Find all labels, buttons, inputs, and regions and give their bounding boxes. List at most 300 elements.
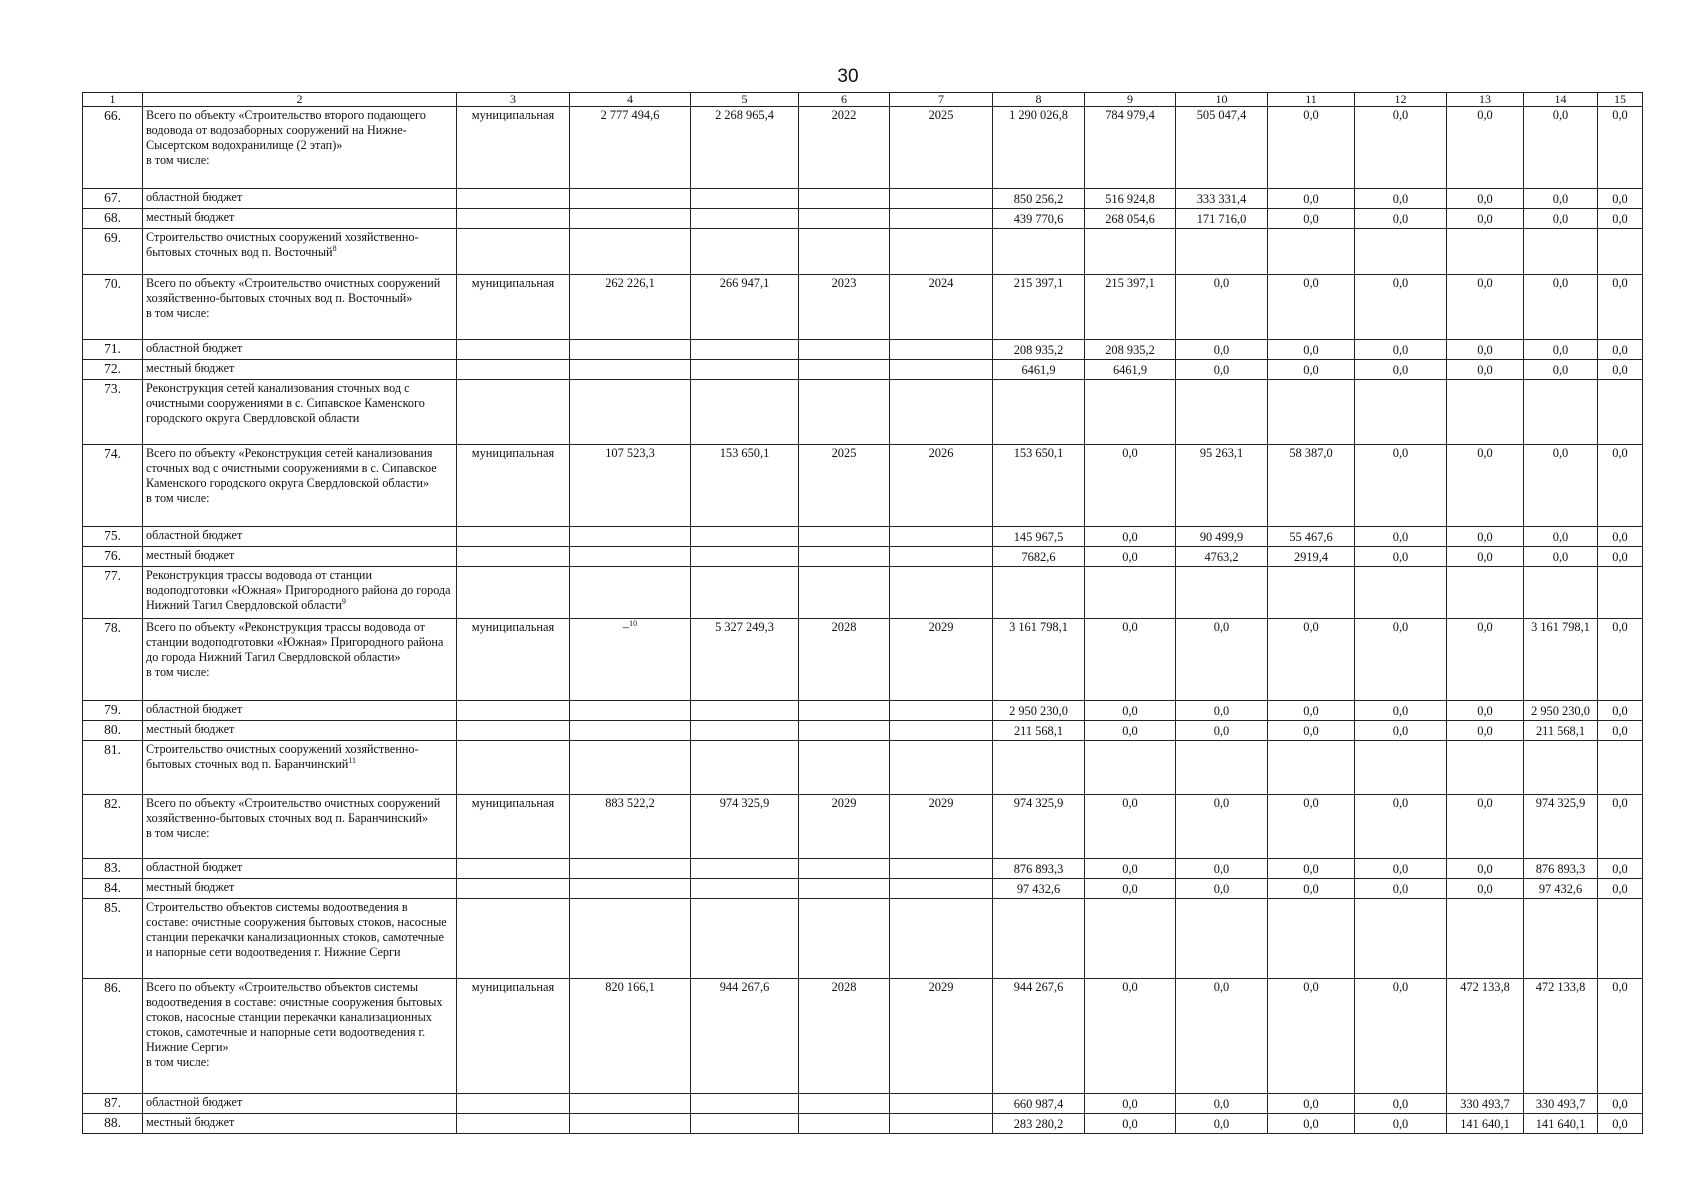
owner-type-cell <box>457 275 570 340</box>
col12-value <box>1355 979 1447 1094</box>
col8-value-text: 850 256,2 <box>1013 192 1064 206</box>
cost-cell <box>691 275 799 340</box>
item-name-text: Всего по объекту «Строительство второго подающего водовода от водозаборных сооружений на Нижне-Сысертском водохранилище (2 этап)» <box>146 108 426 152</box>
row-number: 83. <box>83 859 143 879</box>
row-number: 85. <box>83 899 143 979</box>
estimated-cost-cell <box>570 701 691 721</box>
col12-value <box>1355 899 1447 979</box>
owner-type-cell <box>457 107 570 189</box>
owner-type-cell <box>457 189 570 209</box>
col12-value <box>1355 189 1447 209</box>
column-header-row <box>83 93 1643 107</box>
col14-value <box>1524 340 1598 360</box>
col15-value <box>1598 721 1643 741</box>
col8-value-text: 876 893,3 <box>1013 862 1064 876</box>
table-row <box>83 275 1643 340</box>
col9-value <box>1085 209 1176 229</box>
row-number: 87. <box>83 1094 143 1114</box>
col8-value <box>993 340 1085 360</box>
column-header: 8 <box>993 93 1085 107</box>
item-name-text: Строительство очистных сооружений хозяйственно-бытовых сточных вод п. Баранчинский <box>146 742 419 771</box>
col13-value <box>1447 275 1524 340</box>
col8-value <box>993 445 1085 527</box>
item-name <box>143 567 457 619</box>
col14-value <box>1524 899 1598 979</box>
col8-value-text: 660 987,4 <box>1013 1097 1064 1111</box>
col11-value <box>1268 107 1355 189</box>
row-number: 67. <box>83 189 143 209</box>
col14-value <box>1524 209 1598 229</box>
col9-value <box>1085 189 1176 209</box>
col15-value <box>1598 979 1643 1094</box>
start-year-cell <box>799 979 890 1094</box>
col10-value <box>1176 360 1268 380</box>
estimated-cost-cell <box>570 547 691 567</box>
owner-type-cell <box>457 701 570 721</box>
col12-value-text: 0,0 <box>1392 796 1409 810</box>
col13-value-text: 141 640,1 <box>1460 1117 1510 1131</box>
col8-value-text: 1 290 026,8 <box>1009 108 1068 122</box>
col10-value <box>1176 229 1268 275</box>
column-header: 13 <box>1447 93 1524 107</box>
col10-value <box>1176 567 1268 619</box>
col9-value <box>1085 527 1176 547</box>
owner-type-cell <box>457 879 570 899</box>
col9-value <box>1085 879 1176 899</box>
col15-value-text: 0,0 <box>1612 882 1628 896</box>
col14-value <box>1524 547 1598 567</box>
col12-value <box>1355 547 1447 567</box>
col10-value <box>1176 741 1268 795</box>
col10-value <box>1176 721 1268 741</box>
col14-value-text: 0,0 <box>1552 363 1569 377</box>
owner-type-cell <box>457 721 570 741</box>
col14-value-text: 974 325,9 <box>1535 796 1586 810</box>
start-year-cell <box>799 229 890 275</box>
col15-value-text: 0,0 <box>1612 724 1628 738</box>
col14-value <box>1524 107 1598 189</box>
col9-value <box>1085 107 1176 189</box>
row-number: 81. <box>83 741 143 795</box>
end-year-cell-text: 2026 <box>928 446 954 460</box>
end-year-cell-text: 2024 <box>928 276 954 290</box>
row-number: 77. <box>83 567 143 619</box>
col8-value <box>993 979 1085 1094</box>
col12-value <box>1355 741 1447 795</box>
col10-value <box>1176 1114 1268 1134</box>
col12-value-text: 0,0 <box>1392 704 1409 718</box>
col8-value <box>993 275 1085 340</box>
page-number: 30 <box>837 66 859 87</box>
owner-type-cell-text: муниципальная <box>471 108 555 122</box>
col15-value-text: 0,0 <box>1612 980 1628 994</box>
item-name <box>143 979 457 1094</box>
column-header: 15 <box>1598 93 1643 107</box>
estimated-cost-cell <box>570 741 691 795</box>
column-header: 10 <box>1176 93 1268 107</box>
col12-value <box>1355 275 1447 340</box>
col8-value <box>993 1114 1085 1134</box>
col13-value <box>1447 1094 1524 1114</box>
estimated-cost-cell-text: – <box>622 620 630 634</box>
col10-value-text: 95 263,1 <box>1199 446 1244 460</box>
col12-value <box>1355 859 1447 879</box>
col8-value <box>993 527 1085 547</box>
end-year-cell <box>890 701 993 721</box>
row-number: 74. <box>83 445 143 527</box>
col15-value <box>1598 567 1643 619</box>
col12-value <box>1355 795 1447 859</box>
col12-value-text: 0,0 <box>1392 363 1409 377</box>
including-label: в том числе: <box>146 153 210 167</box>
column-header: 2 <box>143 93 457 107</box>
col14-value <box>1524 701 1598 721</box>
item-name <box>143 795 457 859</box>
end-year-cell <box>890 899 993 979</box>
start-year-cell <box>799 795 890 859</box>
start-year-cell-text: 2022 <box>831 108 857 122</box>
col13-value <box>1447 701 1524 721</box>
col8-value-text: 7682,6 <box>1021 550 1056 564</box>
col14-value-text: 97 432,6 <box>1538 882 1583 896</box>
end-year-cell-text: 2029 <box>928 980 954 994</box>
col13-value-text: 0,0 <box>1477 192 1493 206</box>
start-year-cell-text: 2028 <box>831 620 857 634</box>
cost-cell <box>691 107 799 189</box>
col14-value-text: 330 493,7 <box>1535 1097 1586 1111</box>
owner-type-cell <box>457 445 570 527</box>
col10-value <box>1176 795 1268 859</box>
cost-cell <box>691 360 799 380</box>
col11-value <box>1268 899 1355 979</box>
item-name <box>143 721 457 741</box>
item-name-text: Всего по объекту «Строительство очистных сооружений хозяйственно-бытовых сточных вод п. Восточный» <box>146 276 441 305</box>
col15-value-text: 0,0 <box>1612 1117 1628 1131</box>
start-year-cell <box>799 445 890 527</box>
col11-value <box>1268 547 1355 567</box>
col14-value-text: 0,0 <box>1552 212 1569 226</box>
col15-value-text: 0,0 <box>1612 446 1628 460</box>
owner-type-cell <box>457 209 570 229</box>
table-row <box>83 859 1643 879</box>
estimated-cost-cell <box>570 1094 691 1114</box>
col11-value <box>1268 1094 1355 1114</box>
col12-value-text: 0,0 <box>1392 980 1409 994</box>
col8-value <box>993 229 1085 275</box>
col10-value-text: 0,0 <box>1213 980 1230 994</box>
item-name-text: Всего по объекту «Строительство объектов системы водоотведения в составе: очистные сооружения бытовых стоков, насосные станции перекачки канализационных стоков, самотечные и напорные сети водоотведения г. Нижние Серги» <box>146 980 443 1054</box>
item-name <box>143 701 457 721</box>
end-year-cell <box>890 527 993 547</box>
col10-value-text: 90 499,9 <box>1199 530 1244 544</box>
table-row <box>83 899 1643 979</box>
col9-value <box>1085 1094 1176 1114</box>
col15-value <box>1598 1114 1643 1134</box>
start-year-cell-text: 2023 <box>831 276 857 290</box>
table-row <box>83 741 1643 795</box>
start-year-cell <box>799 899 890 979</box>
col10-value-text: 0,0 <box>1213 343 1230 357</box>
estimated-cost-cell <box>570 795 691 859</box>
col13-value <box>1447 189 1524 209</box>
col11-value <box>1268 360 1355 380</box>
col12-value <box>1355 229 1447 275</box>
col8-value <box>993 795 1085 859</box>
col10-value <box>1176 107 1268 189</box>
col14-value <box>1524 1094 1598 1114</box>
col13-value-text: 0,0 <box>1477 108 1493 122</box>
col14-value <box>1524 445 1598 527</box>
table-row <box>83 360 1643 380</box>
end-year-cell <box>890 360 993 380</box>
col11-value <box>1268 209 1355 229</box>
col13-value <box>1447 547 1524 567</box>
table-row <box>83 229 1643 275</box>
col15-value <box>1598 1094 1643 1114</box>
row-number: 68. <box>83 209 143 229</box>
col15-value-text: 0,0 <box>1612 192 1628 206</box>
col8-value <box>993 107 1085 189</box>
item-name-text: областной бюджет <box>146 1095 243 1109</box>
col12-value <box>1355 380 1447 445</box>
col13-value <box>1447 527 1524 547</box>
col12-value-text: 0,0 <box>1392 862 1409 876</box>
row-number: 70. <box>83 275 143 340</box>
col11-value <box>1268 527 1355 547</box>
col9-value <box>1085 567 1176 619</box>
cost-cell <box>691 340 799 360</box>
col13-value <box>1447 229 1524 275</box>
col15-value <box>1598 619 1643 701</box>
col13-value-text: 0,0 <box>1477 724 1493 738</box>
cost-cell <box>691 229 799 275</box>
col15-value <box>1598 209 1643 229</box>
item-name-text: областной бюджет <box>146 190 243 204</box>
start-year-cell <box>799 107 890 189</box>
col13-value <box>1447 795 1524 859</box>
col15-value-text: 0,0 <box>1612 343 1628 357</box>
owner-type-cell <box>457 360 570 380</box>
owner-type-cell <box>457 859 570 879</box>
owner-type-cell <box>457 899 570 979</box>
col12-value <box>1355 527 1447 547</box>
cost-cell <box>691 795 799 859</box>
item-name <box>143 859 457 879</box>
cost-cell <box>691 527 799 547</box>
start-year-cell <box>799 619 890 701</box>
col12-value <box>1355 721 1447 741</box>
col11-value <box>1268 701 1355 721</box>
row-number: 69. <box>83 229 143 275</box>
col9-value-text: 0,0 <box>1122 620 1138 634</box>
col15-value-text: 0,0 <box>1612 796 1628 810</box>
col12-value <box>1355 107 1447 189</box>
col13-value-text: 0,0 <box>1477 212 1493 226</box>
col8-value-text: 974 325,9 <box>1013 796 1064 810</box>
cost-cell-text: 153 650,1 <box>719 446 770 460</box>
col8-value-text: 215 397,1 <box>1013 276 1064 290</box>
end-year-cell <box>890 619 993 701</box>
col15-value <box>1598 107 1643 189</box>
row-number: 72. <box>83 360 143 380</box>
cost-cell <box>691 619 799 701</box>
including-label: в том числе: <box>146 665 210 679</box>
end-year-cell <box>890 340 993 360</box>
col9-value-text: 0,0 <box>1122 446 1138 460</box>
col11-value-text: 0,0 <box>1303 363 1319 377</box>
end-year-cell <box>890 547 993 567</box>
end-year-cell <box>890 445 993 527</box>
col12-value <box>1355 879 1447 899</box>
col14-value <box>1524 879 1598 899</box>
table-row <box>83 189 1643 209</box>
start-year-cell <box>799 380 890 445</box>
start-year-cell <box>799 209 890 229</box>
end-year-cell <box>890 979 993 1094</box>
col13-value-text: 330 493,7 <box>1460 1097 1510 1111</box>
estimated-cost-cell <box>570 340 691 360</box>
col11-value <box>1268 721 1355 741</box>
item-name-text: Реконструкция сетей канализования сточных вод с очистными сооружениями в с. Сипавское Каменского городского округа Свердловской области <box>146 381 425 425</box>
column-header: 14 <box>1524 93 1598 107</box>
col15-value-text: 0,0 <box>1612 550 1628 564</box>
col10-value <box>1176 701 1268 721</box>
owner-type-cell <box>457 979 570 1094</box>
col14-value-text: 3 161 798,1 <box>1531 620 1590 634</box>
col12-value-text: 0,0 <box>1392 446 1409 460</box>
item-name-text: местный бюджет <box>146 548 235 562</box>
col12-value <box>1355 340 1447 360</box>
col9-value <box>1085 1114 1176 1134</box>
col12-value-text: 0,0 <box>1392 192 1409 206</box>
estimated-cost-cell <box>570 107 691 189</box>
col10-value-text: 0,0 <box>1213 1097 1230 1111</box>
col9-value-text: 0,0 <box>1122 980 1138 994</box>
cost-cell <box>691 547 799 567</box>
col8-value <box>993 899 1085 979</box>
row-number: 84. <box>83 879 143 899</box>
table-row <box>83 107 1643 189</box>
owner-type-cell <box>457 340 570 360</box>
end-year-cell <box>890 1114 993 1134</box>
col12-value-text: 0,0 <box>1392 724 1409 738</box>
end-year-cell <box>890 229 993 275</box>
col8-value-text: 211 568,1 <box>1013 724 1064 738</box>
table-row <box>83 380 1643 445</box>
column-header: 3 <box>457 93 570 107</box>
col10-value <box>1176 859 1268 879</box>
estimated-cost-cell-text: 2 777 494,6 <box>600 108 660 122</box>
col13-value <box>1447 619 1524 701</box>
col8-value <box>993 380 1085 445</box>
col12-value-text: 0,0 <box>1392 620 1409 634</box>
estimated-cost-cell <box>570 859 691 879</box>
table-row <box>83 619 1643 701</box>
estimated-cost-cell-text: 883 522,2 <box>605 796 655 810</box>
col9-value-text: 0,0 <box>1122 796 1138 810</box>
end-year-cell <box>890 879 993 899</box>
cost-cell <box>691 380 799 445</box>
owner-type-cell-text: муниципальная <box>471 446 555 460</box>
col12-value-text: 0,0 <box>1392 212 1409 226</box>
col8-value-text: 145 967,5 <box>1013 530 1064 544</box>
col13-value <box>1447 445 1524 527</box>
col9-value <box>1085 721 1176 741</box>
owner-type-cell <box>457 795 570 859</box>
col9-value <box>1085 445 1176 527</box>
start-year-cell <box>799 1114 890 1134</box>
owner-type-cell <box>457 547 570 567</box>
table-row <box>83 721 1643 741</box>
col8-value-text: 3 161 798,1 <box>1009 620 1068 634</box>
col15-value <box>1598 701 1643 721</box>
col11-value-text: 0,0 <box>1303 192 1319 206</box>
col14-value-text: 472 133,8 <box>1535 980 1586 994</box>
col14-value-text: 0,0 <box>1552 276 1569 290</box>
item-name-text: местный бюджет <box>146 361 235 375</box>
col8-value-text: 208 935,2 <box>1013 343 1064 357</box>
col12-value <box>1355 619 1447 701</box>
row-number: 75. <box>83 527 143 547</box>
col11-value-text: 2919,4 <box>1293 550 1329 564</box>
col9-value <box>1085 979 1176 1094</box>
end-year-cell-text: 2029 <box>928 796 954 810</box>
col13-value-text: 0,0 <box>1477 276 1493 290</box>
cost-cell <box>691 189 799 209</box>
column-header: 9 <box>1085 93 1176 107</box>
col12-value <box>1355 445 1447 527</box>
col11-value <box>1268 229 1355 275</box>
estimated-cost-cell <box>570 1114 691 1134</box>
owner-type-cell <box>457 1094 570 1114</box>
col8-value <box>993 209 1085 229</box>
col13-value-text: 0,0 <box>1477 446 1493 460</box>
col10-value <box>1176 1094 1268 1114</box>
col11-value <box>1268 340 1355 360</box>
col10-value <box>1176 979 1268 1094</box>
col10-value-text: 4763,2 <box>1204 550 1239 564</box>
end-year-cell <box>890 209 993 229</box>
col12-value-text: 0,0 <box>1392 343 1409 357</box>
start-year-cell <box>799 859 890 879</box>
start-year-cell <box>799 741 890 795</box>
estimated-cost-cell <box>570 380 691 445</box>
column-header: 11 <box>1268 93 1355 107</box>
col15-value <box>1598 899 1643 979</box>
col11-value <box>1268 619 1355 701</box>
col10-value-text: 0,0 <box>1213 620 1230 634</box>
col13-value <box>1447 879 1524 899</box>
col11-value-text: 0,0 <box>1303 1117 1319 1131</box>
owner-type-cell <box>457 229 570 275</box>
estimated-cost-cell-text: 262 226,1 <box>605 276 655 290</box>
col11-value <box>1268 445 1355 527</box>
row-number: 86. <box>83 979 143 1094</box>
end-year-cell <box>890 107 993 189</box>
col9-value-text: 215 397,1 <box>1105 276 1155 290</box>
cost-cell <box>691 701 799 721</box>
start-year-cell <box>799 360 890 380</box>
col8-value <box>993 879 1085 899</box>
col15-value <box>1598 275 1643 340</box>
cost-cell <box>691 721 799 741</box>
col10-value-text: 0,0 <box>1213 882 1230 896</box>
footnote-mark: 8 <box>332 243 337 253</box>
table-row <box>83 795 1643 859</box>
start-year-cell <box>799 567 890 619</box>
col9-value-text: 516 924,8 <box>1105 192 1155 206</box>
owner-type-cell-text: муниципальная <box>471 620 555 634</box>
